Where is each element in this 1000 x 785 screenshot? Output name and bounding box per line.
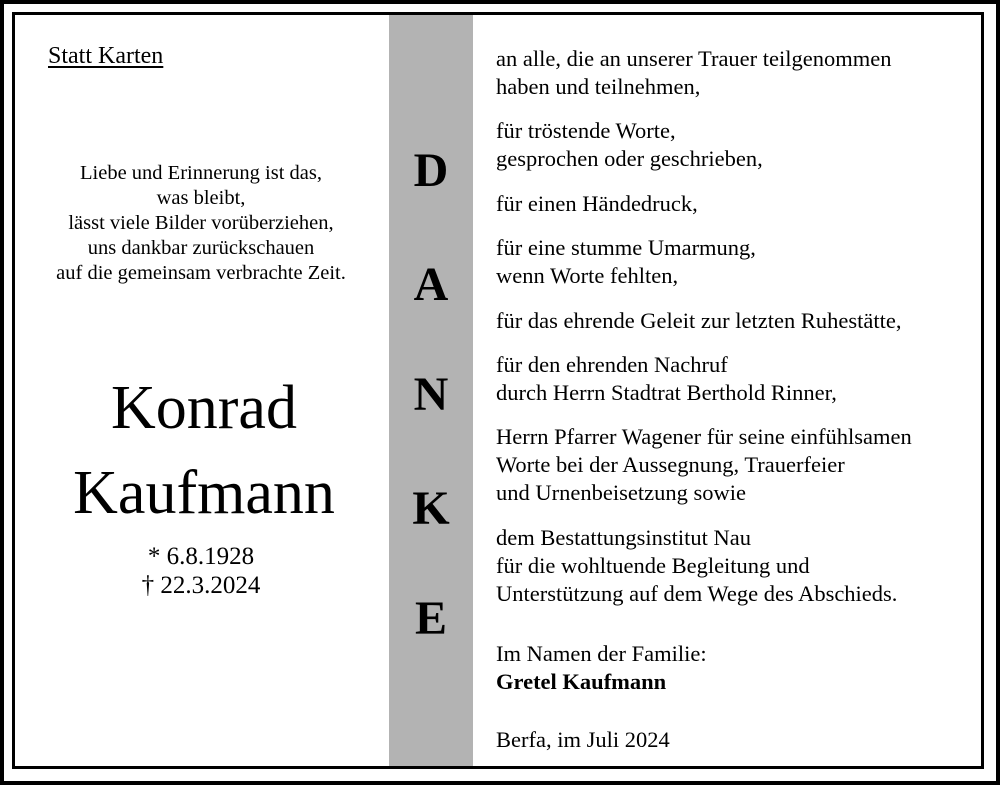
text-line: und Urnenbeisetzung sowie (496, 480, 746, 505)
poem-line: lässt viele Bilder vorüberziehen, (68, 212, 334, 234)
thanks-paragraph (496, 524, 897, 608)
text-line: haben und teilnehmen, (496, 74, 701, 99)
poem-line: auf die gemeinsam verbrachte Zeit. (56, 262, 346, 284)
thanks-paragraph (496, 351, 837, 407)
text-line: für das ehrende Geleit zur letzten Ruhestätte, (496, 308, 902, 333)
danke-letter: A (413, 258, 449, 311)
memorial-poem (15, 161, 387, 286)
text-line: wenn Worte fehlten, (496, 263, 679, 288)
text-line: für einen Händedruck, (496, 191, 698, 216)
danke-letter: E (414, 592, 447, 645)
signer-name: Gretel Kaufmann (496, 669, 667, 694)
poem-line: Liebe und Erinnerung ist das, (80, 162, 322, 184)
text-line: an alle, die an unserer Trauer teilgenommen (496, 46, 892, 71)
death-date: † 22.3.2024 (141, 572, 261, 599)
text-line: dem Bestattungsinstitut Nau (496, 525, 751, 550)
place-date: Berfa, im Juli 2024 (496, 727, 670, 752)
text-line: für tröstende Worte, (496, 118, 676, 143)
text-line: für eine stumme Umarmung, (496, 235, 756, 260)
thanks-paragraph (496, 423, 912, 507)
deceased-last-name: Kaufmann (73, 459, 335, 527)
thanks-paragraph (496, 190, 698, 218)
text-line: für die wohltuende Begleitung und (496, 553, 810, 578)
notice-inner-border (12, 12, 984, 769)
deceased-first-name: Konrad (111, 374, 297, 442)
danke-letter: N (413, 368, 449, 421)
birth-date: * 6.8.1928 (147, 543, 255, 570)
thanks-paragraph (496, 234, 756, 290)
statt-karten-heading: Statt Karten (48, 43, 164, 69)
poem-line: was bleibt, (156, 187, 246, 209)
text-line: durch Herrn Stadtrat Berthold Rinner, (496, 380, 837, 405)
text-line: Unterstützung auf dem Wege des Abschieds. (496, 581, 898, 606)
text-line: gesprochen oder geschrieben, (496, 146, 763, 171)
text-line: Herrn Pfarrer Wagener für seine einfühlsamen (496, 424, 912, 449)
poem-line: uns dankbar zurückschauen (87, 237, 315, 259)
text-line: Worte bei der Aussegnung, Trauerfeier (496, 452, 845, 477)
notice-frame (4, 4, 996, 781)
thanks-paragraph (496, 45, 892, 101)
closing-line: Im Namen der Familie: (496, 641, 707, 666)
danke-letter: D (413, 144, 449, 197)
thanks-paragraph (496, 307, 901, 335)
thanks-paragraph (496, 117, 763, 173)
text-line: für den ehrenden Nachruf (496, 352, 728, 377)
danke-bar (389, 15, 473, 766)
danke-letter: K (412, 482, 450, 535)
